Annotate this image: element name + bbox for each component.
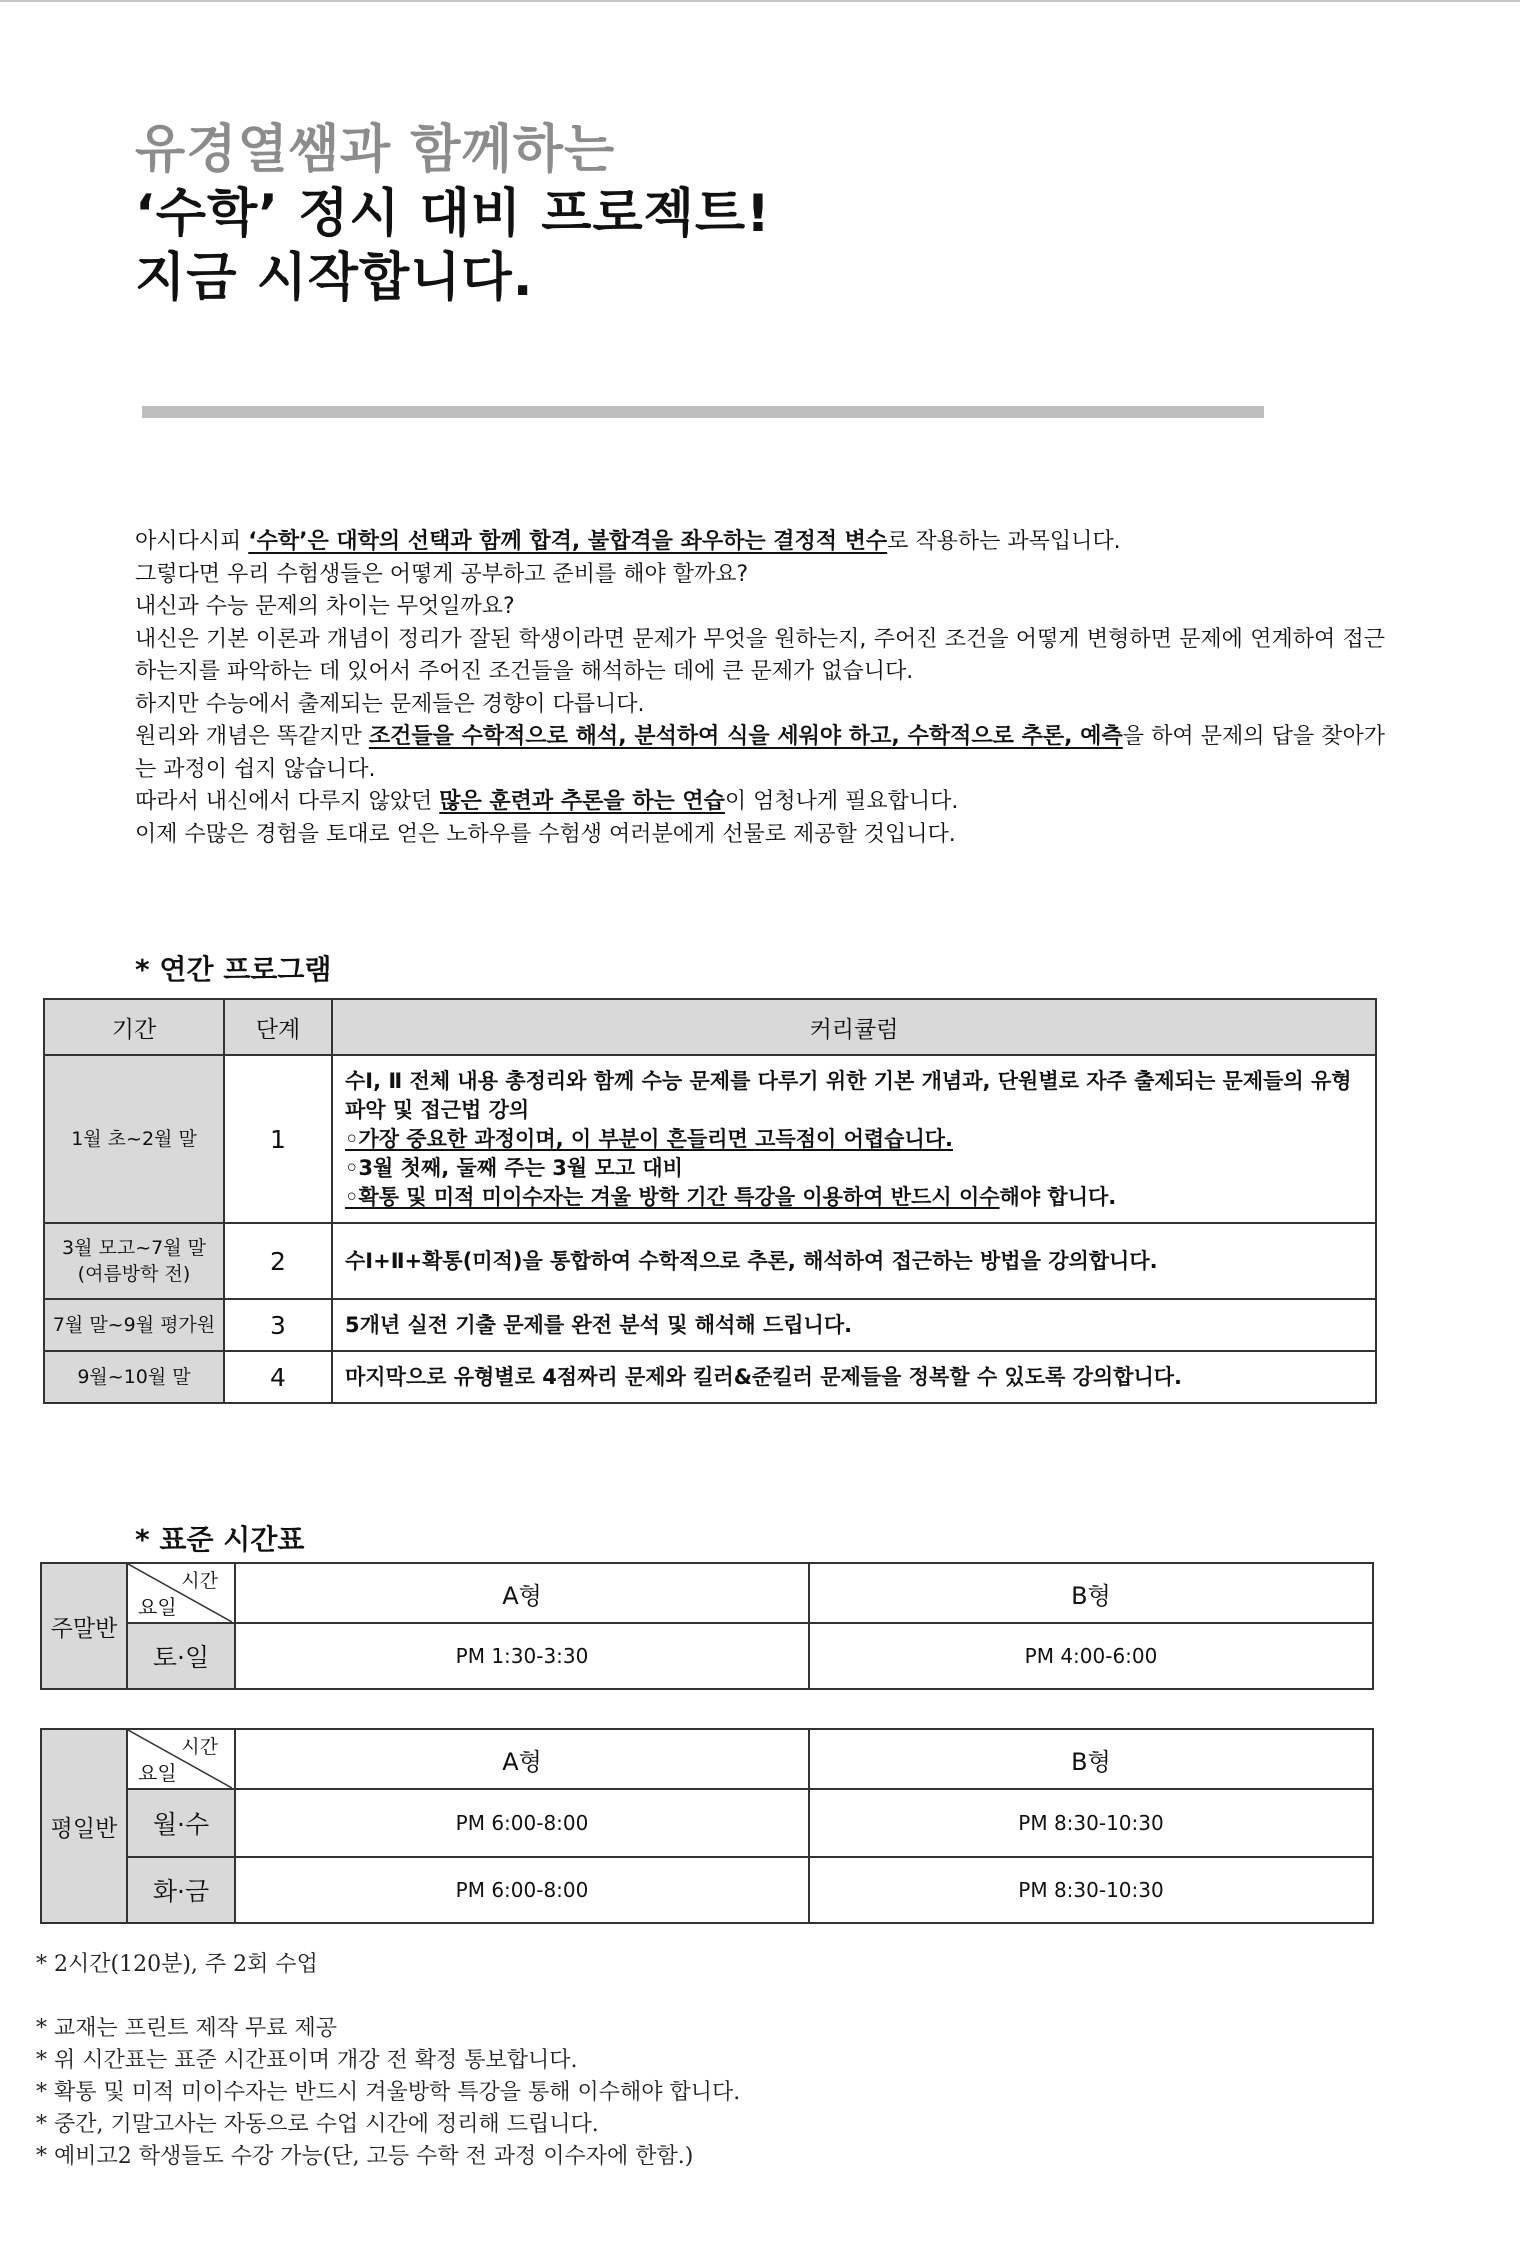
note-item: * 2시간(120분), 주 2회 수업 — [36, 1952, 318, 1977]
intro-text-span: 이 엄청나게 필요합니다. — [724, 789, 959, 814]
day-label: 요일 — [138, 1595, 177, 1619]
header-period: 기간 — [44, 999, 224, 1055]
intro-paragraph — [135, 721, 1385, 786]
table-header-row — [41, 1729, 1373, 1789]
column-a-header: A형 — [235, 1563, 809, 1623]
table-row — [41, 1857, 1373, 1923]
group-label: 주말반 — [41, 1563, 127, 1689]
curriculum-line — [345, 1183, 1363, 1212]
time-label: 시간 — [181, 1736, 218, 1758]
time-cell: PM 8:30-10:30 — [809, 1857, 1373, 1923]
intro-text-span: 로 작용하는 과목입니다. — [887, 529, 1121, 554]
header-stage: 단계 — [224, 999, 332, 1055]
day-cell: 화·금 — [127, 1857, 235, 1923]
top-border-line — [0, 0, 1520, 2]
intro-paragraph: 하지만 수능에서 출제되는 문제들은 경향이 다릅니다. — [135, 691, 645, 717]
intro-text-span: 을 하여 문제의 답을 찾아가는 과정이 쉽지 않습니다. — [135, 724, 1385, 782]
group-label: 평일반 — [41, 1729, 127, 1923]
title-line-3: 지금 시작합니다. — [135, 248, 534, 308]
period-cell: 9월~10월 말 — [44, 1351, 224, 1403]
curriculum-emphasis: ◦확통 및 미적 미이수자는 겨울 방학 기간 특강을 이용하여 반드시 이수 — [345, 1184, 1000, 1209]
period-line: 3월 모고~7월 말 — [62, 1237, 206, 1259]
title-line-2: ‘수학’ 정시 대비 프로젝트! — [135, 184, 771, 244]
column-b-header: B형 — [809, 1729, 1373, 1789]
intro-text-span: 따라서 내신에서 다루지 않았던 — [135, 789, 440, 814]
stage-cell: 4 — [224, 1351, 332, 1403]
notes — [36, 1949, 740, 2173]
intro-emphasis: ‘수학’은 대학의 선택과 함께 합격, 불합격을 좌우하는 결정적 변수 — [248, 529, 888, 554]
title-divider — [142, 406, 1264, 418]
column-a-header: A형 — [235, 1729, 809, 1789]
intro-text — [135, 526, 1385, 851]
table-row — [44, 1055, 1376, 1223]
curriculum-text-span: 해야 합니다. — [999, 1184, 1117, 1209]
note-item: * 예비고2 학생들도 수강 가능(단, 고등 수학 전 과정 이수자에 한함.) — [36, 2144, 694, 2169]
curriculum-cell: 수Ⅰ+Ⅱ+확통(미적)을 통합하여 수학적으로 추론, 해석하여 접근하는 방법을 강의합니다. — [332, 1223, 1376, 1299]
table-row — [44, 1223, 1376, 1299]
timetable-heading: * 표준 시간표 — [135, 1523, 305, 1556]
intro-paragraph — [135, 526, 1385, 559]
curriculum-line: ◦3월 첫째, 둘째 주는 3월 모고 대비 — [345, 1155, 683, 1180]
table-row — [41, 1623, 1373, 1689]
day-label: 요일 — [138, 1761, 177, 1785]
time-label: 시간 — [181, 1570, 218, 1592]
intro-text-span: 원리와 개념은 똑같지만 — [135, 724, 369, 749]
curriculum-emphasis: ◦가장 중요한 과정이며, 이 부분이 흔들리면 고득점이 어렵습니다. — [345, 1126, 953, 1151]
table-row — [44, 1299, 1376, 1351]
note-item: * 중간, 기말고사는 자동으로 수업 시간에 정리해 드립니다. — [36, 2112, 599, 2137]
curriculum-cell — [332, 1055, 1376, 1223]
note-item: * 교재는 프린트 제작 무료 제공 — [36, 2016, 337, 2041]
annual-program-heading: * 연간 프로그램 — [135, 953, 332, 986]
time-cell: PM 6:00-8:00 — [235, 1789, 809, 1857]
intro-paragraph: 그렇다면 우리 수험생들은 어떻게 공부하고 준비를 해야 할까요? — [135, 561, 749, 587]
intro-text-span: 아시다시피 — [135, 529, 249, 554]
weekend-timetable — [40, 1562, 1374, 1690]
time-cell: PM 8:30-10:30 — [809, 1789, 1373, 1857]
curriculum-cell: 5개년 실전 기출 문제를 완전 분석 및 해석해 드립니다. — [332, 1299, 1376, 1351]
diagonal-header-cell — [127, 1729, 235, 1789]
column-b-header: B형 — [809, 1563, 1373, 1623]
period-cell — [44, 1223, 224, 1299]
annual-program-table — [43, 998, 1377, 1404]
day-cell: 월·수 — [127, 1789, 235, 1857]
intro-emphasis: 많은 훈련과 추론을 하는 연습 — [439, 789, 725, 814]
stage-cell: 2 — [224, 1223, 332, 1299]
period-line: (여름방학 전) — [77, 1263, 191, 1285]
stage-cell: 3 — [224, 1299, 332, 1351]
intro-paragraph — [135, 786, 1385, 819]
period-cell: 1월 초~2월 말 — [44, 1055, 224, 1223]
note-spacer — [36, 1981, 740, 2013]
table-row — [41, 1789, 1373, 1857]
diagonal-header-cell — [127, 1563, 235, 1623]
time-cell: PM 1:30-3:30 — [235, 1623, 809, 1689]
table-row — [44, 1351, 1376, 1403]
time-cell: PM 4:00-6:00 — [809, 1623, 1373, 1689]
intro-paragraph: 내신과 수능 문제의 차이는 무엇일까요? — [135, 594, 515, 619]
period-cell: 7월 말~9월 평가원 — [44, 1299, 224, 1351]
intro-paragraph: 이제 수많은 경험을 토대로 얻은 노하우를 수험생 여러분에게 선물로 제공할 것입니다. — [135, 821, 956, 847]
note-item: * 확통 및 미적 미이수자는 반드시 겨울방학 특강을 통해 이수해야 합니다. — [36, 2080, 741, 2105]
intro-paragraph: 내신은 기본 이론과 개념이 정리가 잘된 학생이라면 문제가 무엇을 원하는지, 주어진 조건을 어떻게 변형하면 문제에 연계하여 접근하는지를 파악하는 데 있어서 주어진 조건들을 해석하는 데에 큰 문제가 없습니다. — [135, 626, 1385, 684]
time-cell: PM 6:00-8:00 — [235, 1857, 809, 1923]
note-item: * 위 시간표는 표준 시간표이며 개강 전 확정 통보합니다. — [36, 2048, 578, 2073]
table-header-row — [41, 1563, 1373, 1623]
intro-emphasis: 조건들을 수학적으로 해석, 분석하여 식을 세워야 하고, 수학적으로 추론, 예측 — [368, 724, 1123, 749]
curriculum-line: 수Ⅰ, Ⅱ 전체 내용 총정리와 함께 수능 문제를 다루기 위한 기본 개념과, 단원별로 자주 출제되는 문제들의 유형 파악 및 접근법 강의 — [345, 1068, 1352, 1122]
curriculum-line — [345, 1125, 1363, 1154]
title-line-1: 유경열쌤과 함께하는 — [135, 120, 616, 180]
header-curriculum: 커리큘럼 — [332, 999, 1376, 1055]
stage-cell: 1 — [224, 1055, 332, 1223]
weekday-timetable — [40, 1728, 1374, 1924]
page-title — [135, 118, 771, 310]
curriculum-cell: 마지막으로 유형별로 4점짜리 문제와 킬러&준킬러 문제들을 정복할 수 있도록 강의합니다. — [332, 1351, 1376, 1403]
table-header-row — [44, 999, 1376, 1055]
day-cell: 토·일 — [127, 1623, 235, 1689]
